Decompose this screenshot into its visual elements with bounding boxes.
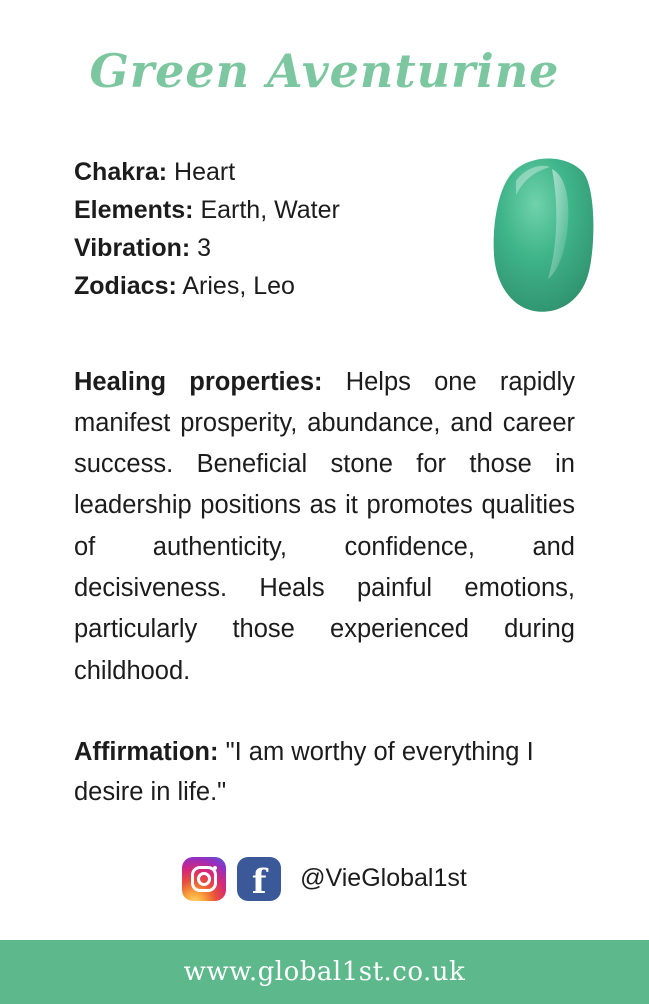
facebook-icon-letter: f bbox=[251, 861, 267, 902]
property-chakra bbox=[74, 153, 485, 191]
property-vibration bbox=[74, 229, 485, 267]
affirmation-paragraph bbox=[0, 732, 649, 813]
stone-body bbox=[494, 158, 594, 311]
social-handle: @VieGlobal1st bbox=[300, 864, 467, 893]
healing-properties-text: Helps one rapidly manifest prosperity, abundance, and career success. Beneficial stone for those in leadership positions as it promotes qualities of authenticity, confidence, and decisiveness. Heals painful emotions, particularly those experienced during childhood. bbox=[74, 367, 575, 685]
green-aventurine-stone-image bbox=[490, 151, 600, 316]
property-elements bbox=[74, 191, 485, 229]
properties-list bbox=[74, 149, 485, 305]
affirmation-label: Affirmation: bbox=[74, 737, 219, 766]
property-value: Heart bbox=[174, 157, 236, 186]
instagram-icon-lens bbox=[197, 872, 211, 886]
property-label: Elements: bbox=[74, 195, 194, 224]
facebook-icon[interactable] bbox=[237, 857, 281, 901]
property-value: Aries, Leo bbox=[182, 271, 295, 300]
property-label: Vibration: bbox=[74, 233, 191, 262]
instagram-icon-dot bbox=[213, 866, 217, 870]
affirmation-text: "I am worthy of everything I desire in life." bbox=[74, 737, 534, 807]
footer-bar bbox=[0, 940, 649, 1004]
footer-website-url[interactable]: www.global1st.co.uk bbox=[183, 957, 466, 987]
healing-properties-paragraph bbox=[0, 362, 649, 692]
instagram-icon[interactable] bbox=[182, 857, 226, 901]
healing-properties-label: Healing properties: bbox=[74, 367, 323, 396]
properties-section bbox=[0, 149, 649, 316]
property-zodiacs bbox=[74, 267, 485, 305]
page-title: Green Aventurine bbox=[89, 44, 560, 98]
property-label: Chakra: bbox=[74, 157, 168, 186]
social-row bbox=[0, 857, 649, 901]
property-value: 3 bbox=[197, 233, 212, 262]
stone-image-wrap bbox=[485, 149, 605, 316]
property-label: Zodiacs: bbox=[74, 271, 177, 300]
property-value: Earth, Water bbox=[200, 195, 340, 224]
